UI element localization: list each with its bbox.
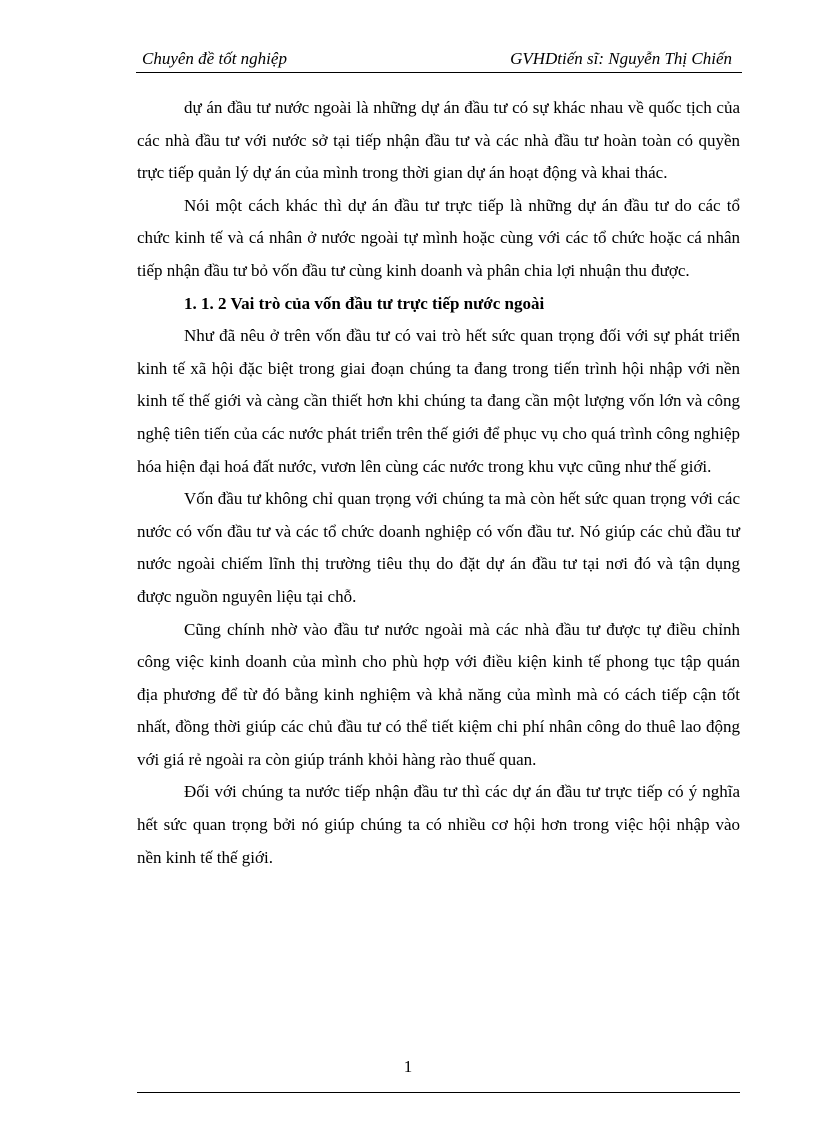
header-left-title: Chuyên đề tốt nghiệp bbox=[142, 49, 287, 68]
document-body bbox=[137, 92, 740, 874]
page-header bbox=[136, 48, 742, 73]
paragraph-1: dự án đầu tư nước ngoài là những dự án đầu tư có sự khác nhau về quốc tịch của các nhà đầu tư với nước sở tại tiếp nhận đầu tư và các nhà đầu tư hoàn toàn có quyền trực tiếp quản lý dự án của mình trong thời gian dự án hoạt động và khai thác. bbox=[137, 98, 740, 183]
paragraph-4: Vốn đầu tư không chỉ quan trọng với chúng ta mà còn hết sức quan trọng với các nước có vốn đầu tư và các tổ chức doanh nghiệp có vốn đầu tư. Nó giúp các chủ đầu tư nước ngoài chiếm lĩnh thị trường tiêu thụ do đặt dự án đầu tư tại nơi đó và tận dụng được nguồn nguyên liệu tại chỗ. bbox=[137, 489, 740, 606]
page-number: 1 bbox=[403, 1057, 413, 1076]
footer-divider bbox=[137, 1092, 740, 1093]
paragraph-3: Như đã nêu ở trên vốn đầu tư có vai trò hết sức quan trọng đối với sự phát triển kinh tế xã hội đặc biệt trong giai đoạn chúng ta đang trong tiến trình hội nhập với nền kinh tế thế giới và càng cần thiết hơn khi chúng ta đang cần một lượng vốn lớn và công nghệ tiên tiến của các nước phát triển trên thế giới để phục vụ cho quá trình công nghiệp hóa hiện đại hoá đất nước, vươn lên cùng các nước trong khu vực cũng như thế giới. bbox=[137, 326, 740, 476]
section-heading: 1. 1. 2 Vai trò của vốn đầu tư trực tiếp nước ngoài bbox=[184, 293, 545, 313]
paragraph-6: Đối với chúng ta nước tiếp nhận đầu tư thì các dự án đầu tư trực tiếp có ý nghĩa hết sức quan trọng bởi nó giúp chúng ta có nhiều cơ hội hơn trong việc hội nhập vào nền kinh tế thế giới. bbox=[137, 782, 740, 867]
header-right-advisor: GVHDtiến sĩ: Nguyễn Thị Chiến bbox=[510, 49, 732, 68]
paragraph-5: Cũng chính nhờ vào đầu tư nước ngoài mà các nhà đầu tư được tự điều chỉnh công việc kinh doanh của mình cho phù hợp với điều kiện kinh tế phong tục tập quán địa phương để từ đó bằng kinh nghiệm và khả năng của mình mà có cách tiếp cận tốt nhất, đồng thời giúp các chủ đầu tư có thể tiết kiệm chi phí nhân công do thuê lao động với giá rẻ ngoài ra còn giúp tránh khỏi hàng rào thuế quan. bbox=[137, 619, 740, 769]
paragraph-2: Nói một cách khác thì dự án đầu tư trực tiếp là những dự án đầu tư do các tổ chức kinh tế và cá nhân ở nước ngoài tự mình hoặc cùng với các tổ chức hoặc cá nhân tiếp nhận đầu tư bỏ vốn đầu tư cùng kinh doanh và phân chia lợi nhuận thu được. bbox=[137, 195, 740, 280]
